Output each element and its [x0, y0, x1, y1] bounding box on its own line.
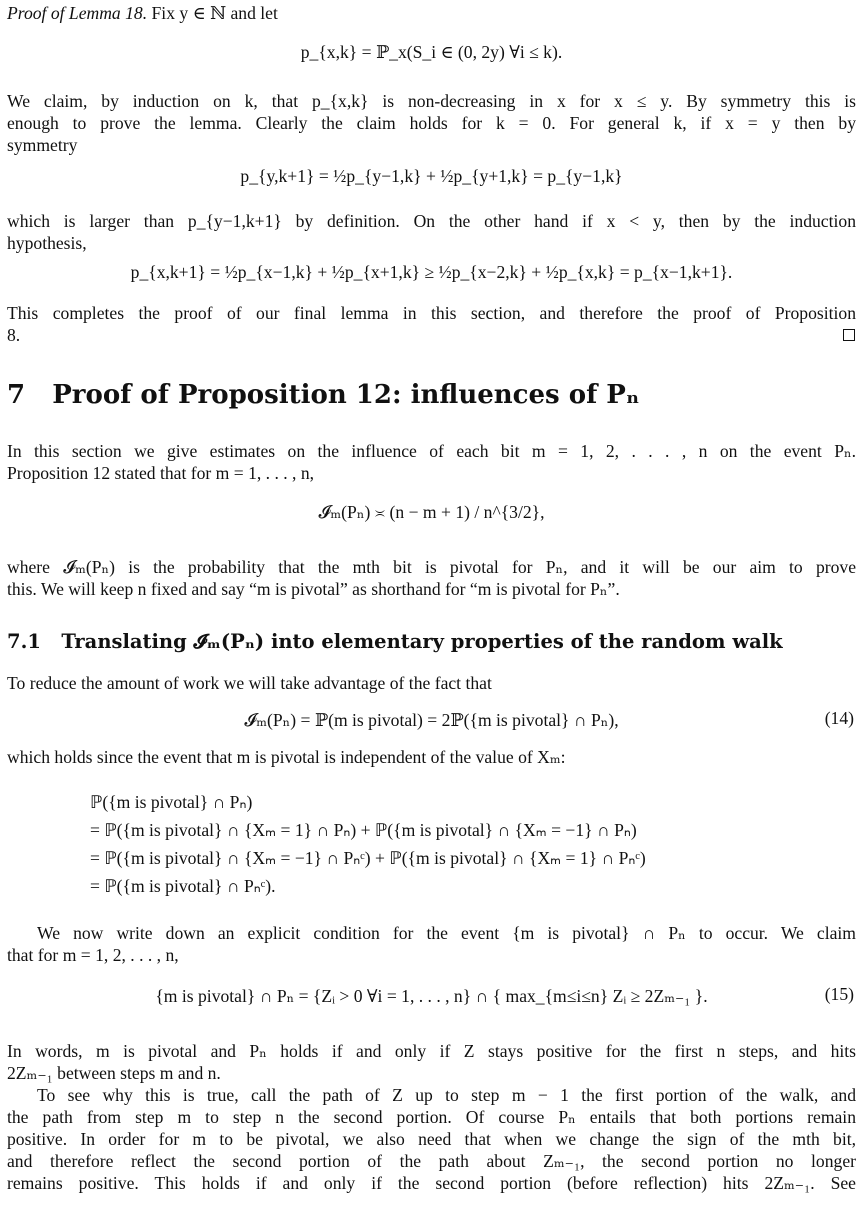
section-paragraph-line: Proposition 12 stated that for m = 1, . . . , n,: [7, 463, 315, 483]
subsection-paragraph-line: the path from step m to step n the second portion. Of course Pₙ entails that both portions remain: [7, 1107, 856, 1127]
proof-paragraph-line: This completes the proof of our final lemma in this section, and therefore the proof of Proposition: [7, 303, 856, 323]
subsection-paragraph-line: remains positive. This holds if and only if the second portion (before reflection) hits 2Zₘ₋₁. See: [7, 1173, 856, 1193]
subsection-paragraph-line: and therefore reflect the second portion of the path about Zₘ₋₁, the second portion no longer: [7, 1151, 856, 1171]
subsection-paragraph-line: To see why this is true, call the path of Z up to step m − 1 the first portion of the walk, and: [37, 1085, 856, 1105]
equation-14: 𝓘ₘ(Pₙ) = ℙ(m is pivotal) = 2ℙ({m is pivotal} ∩ Pₙ),: [244, 710, 619, 730]
aligned-equation-line: = ℙ({m is pivotal} ∩ {Xₘ = −1} ∩ Pₙᶜ) + ℙ({m is pivotal} ∩ {Xₘ = 1} ∩ Pₙᶜ): [90, 848, 646, 868]
proof-intro: Fix y ∈ ℕ and let: [151, 3, 278, 23]
equation-p-yk1: p_{y,k+1} = ½p_{y−1,k} + ½p_{y+1,k} = p_{y−1,k}: [240, 166, 623, 186]
proof-heading-line: [7, 2, 856, 24]
equation-p-xk: p_{x,k} = ℙ_x(S_i ∈ (0, 2y) ∀i ≤ k).: [300, 42, 563, 62]
aligned-equation-line: ℙ({m is pivotal} ∩ Pₙ): [90, 792, 253, 812]
subsection-paragraph-line: that for m = 1, 2, . . . , n,: [7, 945, 179, 965]
equation-15: {m is pivotal} ∩ Pₙ = {Zᵢ > 0 ∀i = 1, . . . , n} ∩ { max_{m≤i≤n} Zᵢ ≥ 2Zₘ₋₁ }.: [155, 986, 708, 1006]
proof-paragraph-line: which is larger than p_{y−1,k+1} by definition. On the other hand if x < y, then by the induction: [7, 211, 856, 231]
subsection-number: 7.1: [7, 630, 41, 653]
subsection-paragraph-line: positive. In order for m to be pivotal, we also need that when we change the sign of the mth bit,: [7, 1129, 856, 1149]
equation-p-xk1: p_{x,k+1} = ½p_{x−1,k} + ½p_{x+1,k} ≥ ½p_{x−2,k} + ½p_{x,k} = p_{x−1,k+1}.: [130, 262, 733, 282]
subsection-title: Translating 𝓘ₘ(Pₙ) into elementary properties of the random walk: [61, 630, 783, 653]
subsection-paragraph-line: which holds since the event that m is pivotal is independent of the value of Xₘ:: [7, 747, 566, 767]
section-heading: [7, 380, 639, 410]
equation-influence-estimate: 𝓘ₘ(Pₙ) ≍ (n − m + 1) / n^{3/2},: [318, 502, 545, 522]
subsection-paragraph-line: 2Zₘ₋₁ between steps m and n.: [7, 1063, 221, 1083]
section-paragraph-line: this. We will keep n fixed and say “m is pivotal” as shorthand for “m is pivotal for Pₙ”.: [7, 579, 620, 599]
subsection-paragraph-line: In words, m is pivotal and Pₙ holds if and only if Z stays positive for the first n steps, and hits: [7, 1041, 856, 1061]
subsection-paragraph-line: We now write down an explicit condition for the event {m is pivotal} ∩ Pₙ to occur. We claim: [37, 923, 856, 943]
aligned-equation-line: = ℙ({m is pivotal} ∩ Pₙᶜ).: [90, 876, 276, 896]
equation-number-15: (15): [824, 984, 854, 1004]
subsection-paragraph-line: To reduce the amount of work we will take advantage of the fact that: [7, 673, 492, 693]
qed-square-icon: [843, 329, 855, 341]
proof-paragraph-line: 8.: [7, 325, 21, 345]
proof-paragraph-line: hypothesis,: [7, 233, 87, 253]
subsection-heading: [7, 630, 783, 653]
section-title: Proof of Proposition 12: influences of Pₙ: [52, 380, 640, 410]
section-number: 7: [7, 380, 26, 410]
section-paragraph-line: where 𝓘ₘ(Pₙ) is the probability that the mth bit is pivotal for Pₙ, and it will be our aim to prove: [7, 557, 856, 577]
proof-paragraph-line: enough to prove the lemma. Clearly the claim holds for k = 0. For general k, if x = y then by: [7, 113, 856, 133]
equation-number-14: (14): [824, 708, 854, 728]
aligned-equation-line: = ℙ({m is pivotal} ∩ {Xₘ = 1} ∩ Pₙ) + ℙ({m is pivotal} ∩ {Xₘ = −1} ∩ Pₙ): [90, 820, 637, 840]
section-paragraph-line: In this section we give estimates on the influence of each bit m = 1, 2, . . . , n on the event Pₙ.: [7, 441, 856, 461]
proof-paragraph-line: We claim, by induction on k, that p_{x,k} is non-decreasing in x for x ≤ y. By symmetry this is: [7, 91, 856, 111]
proof-title: Proof of Lemma 18.: [7, 3, 148, 23]
proof-paragraph-line: symmetry: [7, 135, 78, 155]
